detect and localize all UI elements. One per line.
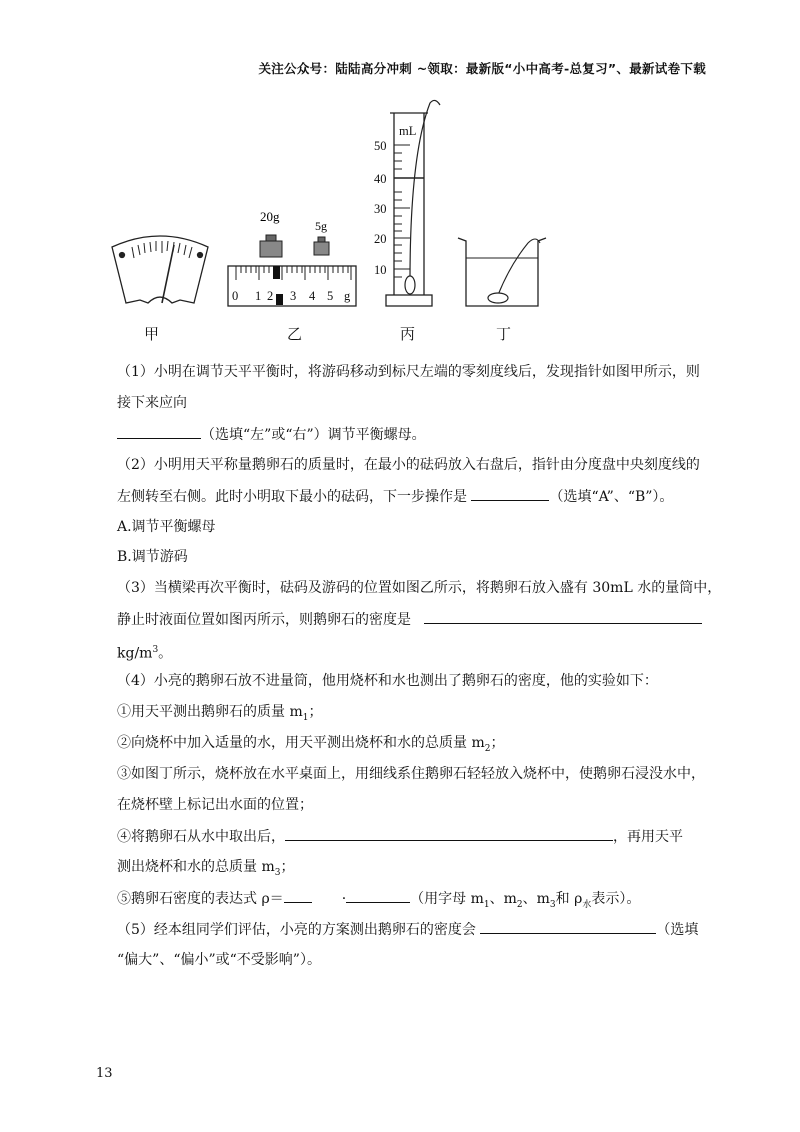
q4-step4a: ④将鹅卵石从水中取出后， ，再用天平 [117,826,683,847]
cylinder-tick-40: 40 [374,172,387,186]
answer-blank[interactable] [285,826,613,841]
cylinder-base [386,295,432,306]
experiment-figures [110,95,550,355]
q4-step2: ②向烧杯中加入适量的水，用天平测出烧杯和水的总质量 $m_2$； [117,735,505,754]
q1-line2: 接下来应向 [117,395,187,411]
q3-line2: 静止时液面位置如图丙所示，则鹅卵石的密度是 [117,609,702,630]
q4-step5: ⑤鹅卵石密度的表达式 ρ＝ · （用字母 $m_1$、$m_2$、$m_3$和 $\rho_水$表示）。 [117,888,640,915]
scale-tick-3: 3 [290,289,297,303]
rider-marker-bottom [276,294,283,305]
q3-unit: $kg/m^3$。 [117,645,173,662]
figure-label-bing: 丙 [400,325,416,343]
q2-line1: （2）小明用天平称量鹅卵石的质量时，在最小的砝码放入右盘后，指针由分度盘中央刻度线的 [117,457,700,473]
q5-line1: （5）经本组同学们评估，小亮的方案测出鹅卵石的密度会 （选填 [117,919,698,940]
q4-step3b: 在烧杯壁上标记出水面的位置； [117,797,313,813]
graduated-cylinder-figure [374,100,440,306]
weight-5g [314,242,329,255]
cylinder-tick-20: 20 [374,232,387,246]
answer-blank[interactable] [346,888,410,903]
cylinder-unit: mL [399,124,417,138]
weight-20g-label: 20g [260,209,280,224]
answer-blank[interactable] [117,424,201,439]
cylinder-tick-50: 50 [374,139,387,153]
answer-blank[interactable] [480,919,656,934]
q5-line2: “偏大”、“偏小”或“不受影响”）。 [117,952,321,968]
balance-dial-figure [112,236,208,303]
weight-5g-label: 5g [315,219,327,233]
page-number: 13 [96,1066,113,1081]
q3-line1: （3）当横梁再次平衡时，砝码及游码的位置如图乙所示，将鹅卵石放入盛有 30mL 水的量筒中， [117,580,722,596]
figure-label-yi: 乙 [287,325,303,343]
answer-blank[interactable] [471,486,549,501]
scale-tick-0: 0 [232,289,239,303]
scale-unit: g [344,289,351,303]
beaker-figure [458,238,546,306]
scale-tick-5: 5 [327,289,334,303]
q4-step4b: 测出烧杯和水的总质量 $m_3$； [117,859,295,878]
q2-option-a: A.调节平衡螺母 [117,519,216,535]
q1-line1: （1）小明在调节天平平衡时，将游码移动到标尺左端的零刻度线后，发现指针如图甲所示，则 [117,364,700,380]
scale-tick-4: 4 [309,289,316,303]
weights-and-scale-figure [228,209,356,306]
q2-line2: 左侧转至右侧。此时小明取下最小的砝码，下一步操作是 （选填“A”、“B”）。 [117,486,673,507]
scale-tick-1: 1 [255,289,262,303]
figures-drawing [110,95,550,320]
q2-option-b: B.调节游码 [117,549,188,565]
answer-blank[interactable] [284,888,312,903]
q4-step1: ①用天平测出鹅卵石的质量 $m_1$； [117,704,323,723]
q4-intro: （4）小亮的鹅卵石放不进量筒，他用烧杯和水也测出了鹅卵石的密度，他的实验如下： [117,673,658,689]
figure-label-ding: 丁 [496,325,512,343]
weight-5g-knob [318,237,325,242]
answer-blank[interactable] [424,609,702,624]
weight-20g-knob [266,235,276,241]
beaker-string [498,239,540,295]
cylinder-tick-10: 10 [374,263,387,277]
page-header: 关注公众号：陆陆高分冲刺 ~领取：最新版“小中高考-总复习”、最新试卷下载 [258,61,706,76]
cylinder-tick-30: 30 [374,202,387,216]
q1-line3: （选填“左”或“右”）调节平衡螺母。 [117,424,426,445]
pebble-in-cylinder [405,276,415,294]
rider-marker-top [273,266,280,279]
weight-20g [260,241,282,257]
q4-step3a: ③如图丁所示，烧杯放在水平桌面上，用细线系住鹅卵石轻轻放入烧杯中，使鹅卵石浸没水中， [117,766,705,782]
scale-tick-2: 2 [267,289,274,303]
pebble-in-beaker [488,293,508,303]
figure-label-jia: 甲 [144,325,160,343]
